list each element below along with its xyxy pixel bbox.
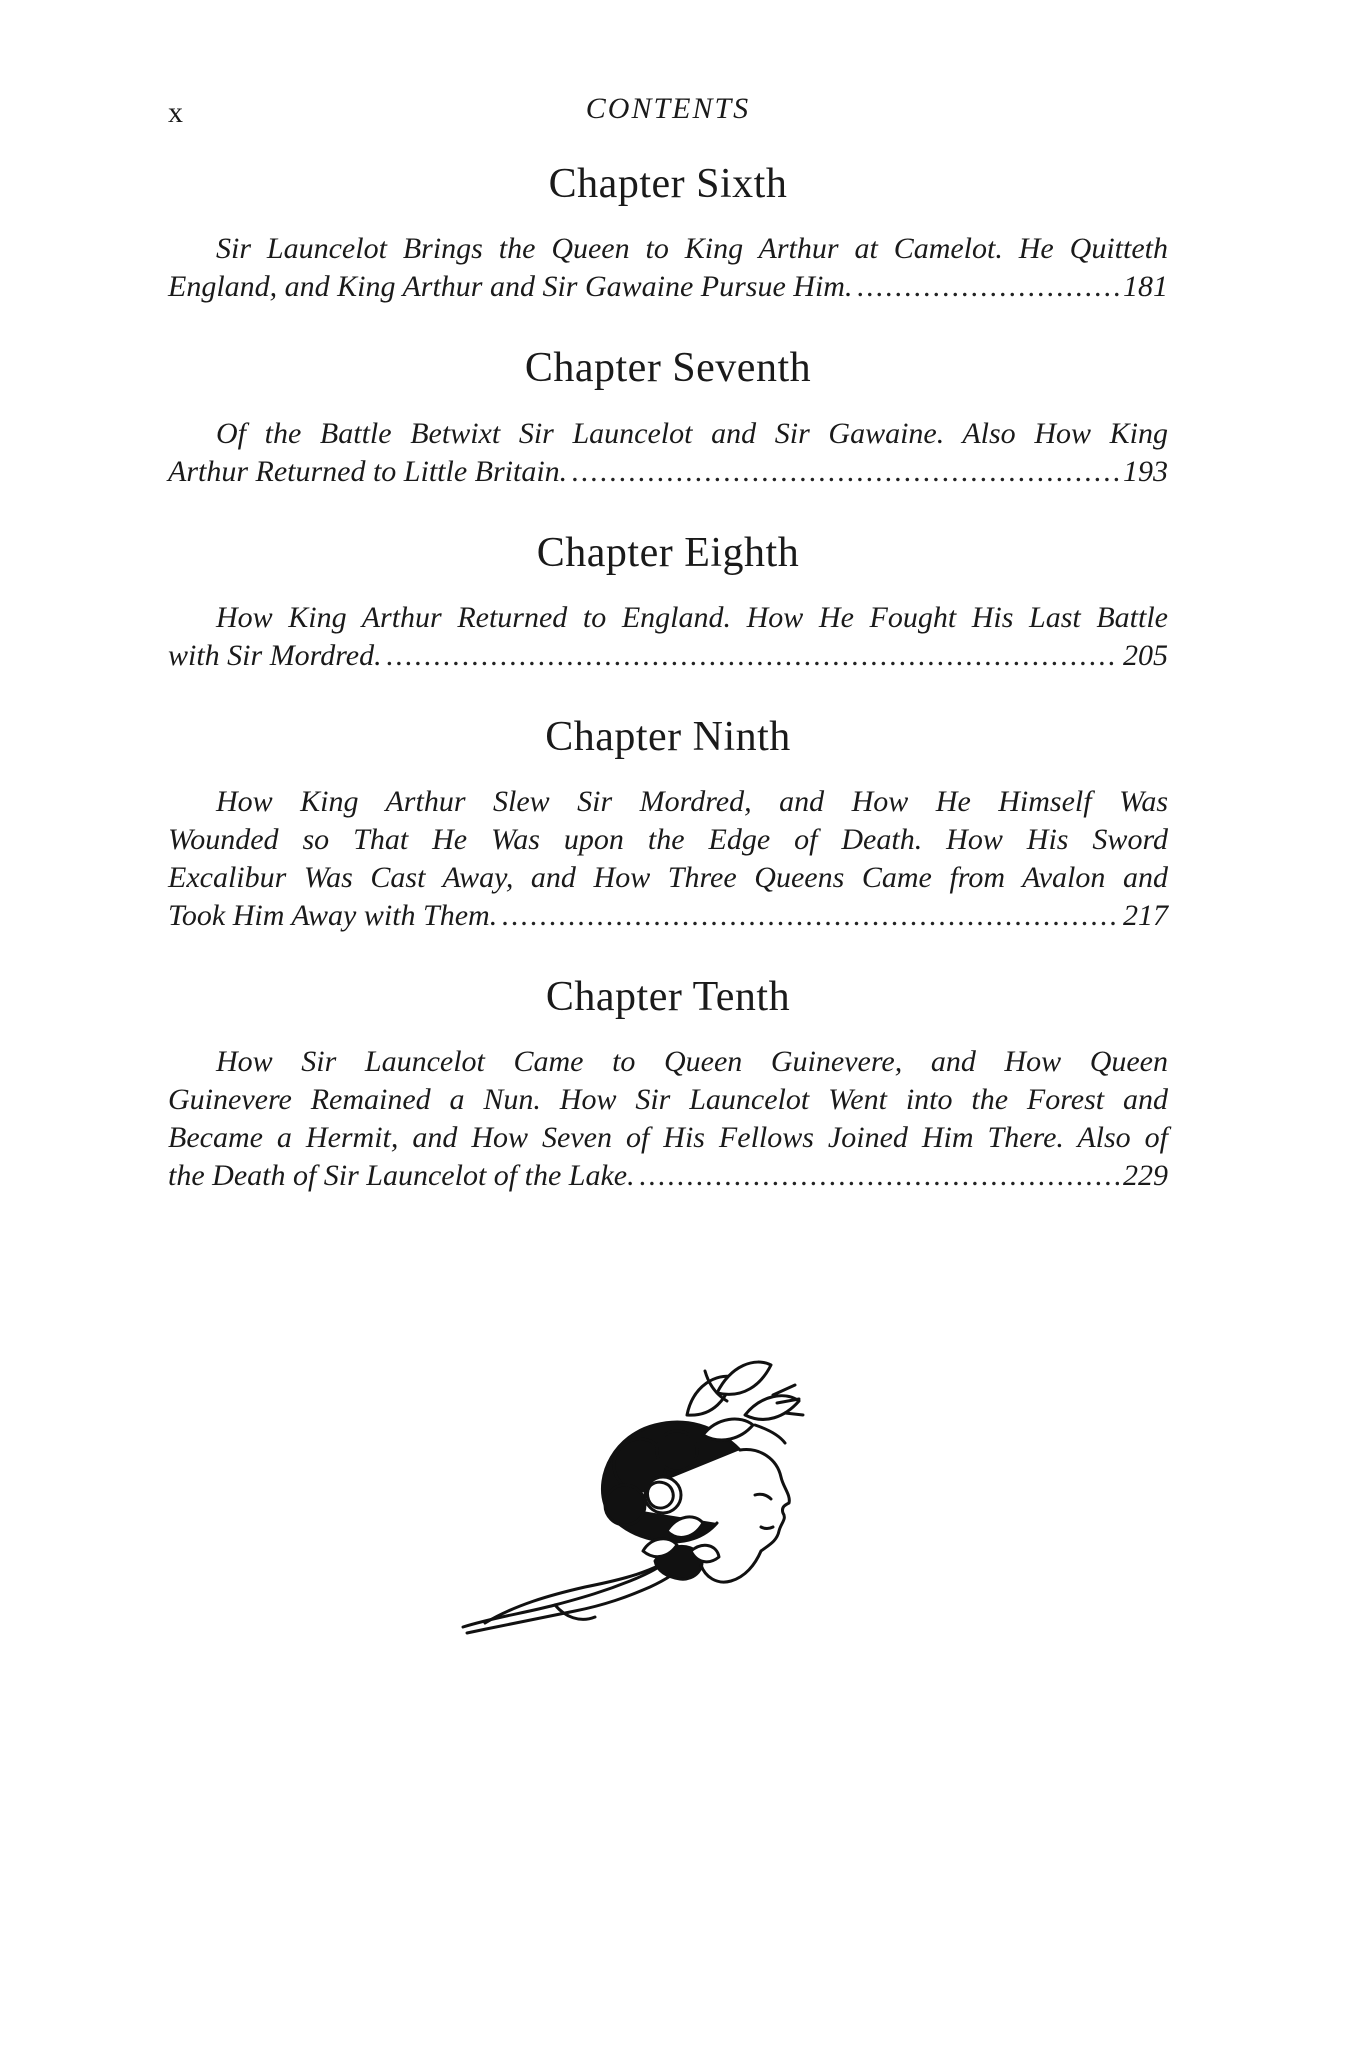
chapter-entry-seventh [168,344,1168,490]
page-number: 205 [1123,638,1168,672]
running-title: CONTENTS [585,92,751,125]
chapter-title: Chapter Sixth [548,161,788,207]
summary-last-line [168,453,1168,491]
summary-line: How King Arthur Slew Sir Mordred, and How He Himself Was [216,785,1168,819]
page-folio: x [168,96,184,129]
summary-last-line [168,637,1168,675]
summary-line: Took Him Away with Them. [168,899,498,933]
running-head [168,92,1168,142]
page-number: 229 [1123,1159,1168,1193]
chapter-title: Chapter Eighth [536,529,800,576]
summary-line: How King Arthur Returned to England. How He Fought His Last Battle [216,600,1168,634]
summary-last-line [168,897,1168,935]
summary-line: Wounded so That He Was upon the Edge of Death. How His Sword [168,823,1168,857]
summary-line: Became a Hermit, and How Seven of His Fellows Joined Him There. Also of [168,1121,1168,1155]
summary-line: Sir Launcelot Brings the Queen to King Arthur at Camelot. He Quitteth [216,232,1168,266]
chapter-summary [168,599,1168,675]
dot-leader [571,453,1119,491]
chapter-summary [168,783,1168,935]
page-number: 181 [1123,270,1168,304]
summary-line: Guinevere Remained a Nun. How Sir Launcelot Went into the Forest and [168,1083,1168,1117]
chapter-entry-sixth [168,160,1168,306]
summary-line: Excalibur Was Cast Away, and How Three Queens Came from Avalon and [168,861,1168,895]
dot-leader [639,1157,1119,1195]
summary-line: the Death of Sir Launcelot of the Lake. [168,1159,635,1193]
chapter-title: Chapter Ninth [545,713,791,760]
summary-line: How Sir Launcelot Came to Queen Guinevere, and How Queen [216,1045,1168,1079]
chapter-title: Chapter Tenth [545,974,791,1021]
summary-line: England, and King Arthur and Sir Gawaine Pursue Him. [168,270,853,304]
summary-last-line [168,1157,1168,1195]
dot-leader [386,637,1119,675]
contents-list [168,160,1168,1233]
floral-head-vignette-icon [455,1355,865,1645]
chapter-entry-ninth [168,713,1168,935]
summary-line: Arthur Returned to Little Britain. [168,454,568,488]
summary-line: with Sir Mordred. [168,638,382,672]
page-number: 217 [1123,899,1168,933]
chapter-entry-eighth [168,529,1168,675]
dot-leader [501,897,1119,935]
page-number: 193 [1123,454,1168,488]
chapter-summary [168,230,1168,306]
summary-last-line [168,268,1168,306]
chapter-summary [168,415,1168,491]
summary-line: Of the Battle Betwixt Sir Launcelot and Sir Gawaine. Also How King [216,416,1168,450]
chapter-summary [168,1043,1168,1195]
chapter-entry-tenth [168,973,1168,1195]
dot-leader [856,268,1119,306]
chapter-title: Chapter Seventh [524,345,812,392]
